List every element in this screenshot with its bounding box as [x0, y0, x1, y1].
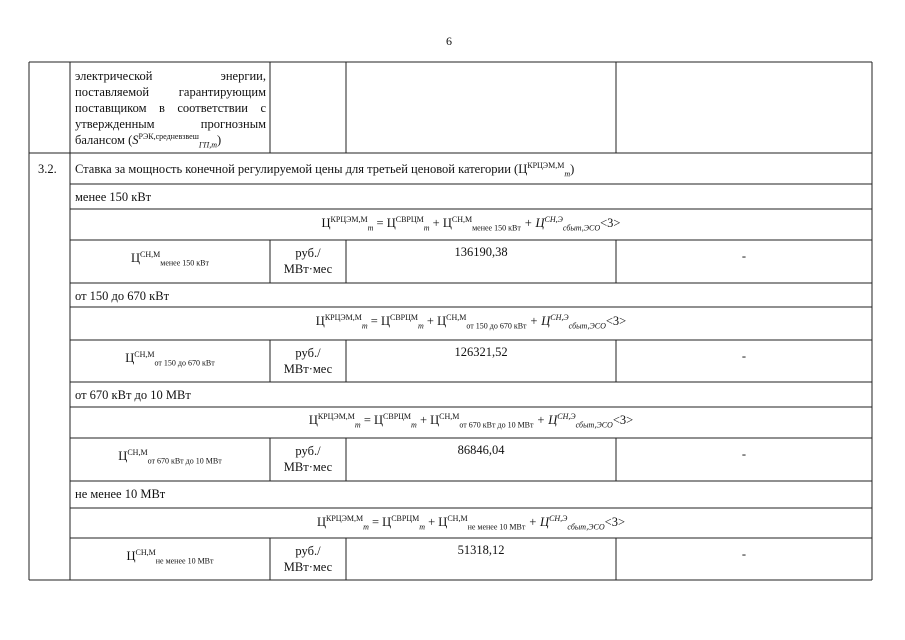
- formula-plus: + Ц: [429, 216, 452, 230]
- formula-svr-sup: СВРЦМ: [383, 411, 412, 421]
- group-dash: -: [741, 349, 747, 363]
- formula-lhs-sup: КРЦЭМ,М: [317, 411, 355, 421]
- group-formula: [70, 515, 872, 530]
- formula-eq: = Ц: [360, 413, 384, 427]
- formula-lhs-sup: КРЦЭМ,М: [326, 513, 364, 523]
- group-value: 136190,38: [454, 245, 508, 259]
- group-formula: [70, 413, 872, 428]
- section-title: [75, 161, 865, 177]
- formula-sn-sub: менее 150 кВт: [472, 223, 521, 233]
- top-row-symbol: S: [132, 133, 139, 147]
- group-unit: руб./ МВт·мес: [283, 444, 333, 474]
- formula-sn-sub: от 670 кВт до 10 МВт: [459, 420, 534, 430]
- group-heading: от 670 кВт до 10 МВт: [75, 388, 191, 402]
- group-unit: руб./ МВт·мес: [283, 544, 333, 574]
- formula-sn-sup: СН,М: [447, 513, 468, 523]
- group-symbol: [70, 548, 270, 564]
- top-row-description: [75, 68, 266, 148]
- formula-note: <3>: [612, 413, 634, 427]
- formula-lhs-sub: m: [363, 522, 369, 532]
- group-formula: [70, 314, 872, 329]
- group-symbol: [70, 448, 270, 464]
- group-dash: -: [741, 249, 747, 263]
- formula-plus: + Ц: [416, 413, 440, 427]
- formula-note: <3>: [600, 216, 621, 230]
- group-dash: -: [741, 547, 747, 561]
- symbol-sup: СН,М: [134, 349, 155, 359]
- symbol-letter: Ц: [126, 549, 136, 563]
- section-title-sub: m: [564, 169, 571, 179]
- group-heading: не менее 10 МВт: [75, 487, 166, 501]
- section-title-text: Ставка за мощность конечной регулируемой цены для третьей ценовой категории (Ц: [75, 162, 528, 176]
- formula-lhs: Ц: [308, 413, 318, 427]
- formula-svr-sup: СВРЦМ: [390, 312, 419, 322]
- formula-plus: + Ц: [520, 216, 545, 230]
- formula-sbyt-sup: СН,Э: [557, 411, 576, 421]
- group-value: 86846,04: [457, 443, 505, 457]
- formula-eq: = Ц: [373, 216, 396, 230]
- formula-sn-sup: СН,М: [446, 312, 467, 322]
- formula-note: <3>: [604, 515, 625, 529]
- group-value: 126321,52: [454, 345, 508, 359]
- formula-svr-sub: m: [423, 223, 430, 233]
- symbol-sub: не менее 10 МВт: [155, 556, 214, 566]
- formula-lhs-sub: m: [354, 420, 361, 430]
- formula-eq: = Ц: [368, 515, 392, 529]
- formula-sbyt-sub: сбыт,ЭСО: [575, 420, 613, 430]
- formula-svr-sub: m: [419, 522, 425, 532]
- formula-svr-sub: m: [418, 321, 424, 331]
- group-value: 51318,12: [457, 543, 505, 557]
- symbol-sub: от 150 до 670 кВт: [154, 358, 215, 368]
- formula-sn-sub: от 150 до 670 кВт: [466, 321, 527, 331]
- formula-plus: + Ц: [425, 515, 448, 529]
- formula-sbyt-sup: СН,Э: [550, 312, 569, 322]
- group-heading: менее 150 кВт: [75, 190, 152, 204]
- formula-note: <3>: [605, 314, 627, 328]
- formula-sbyt-sub: сбыт,ЭСО: [567, 522, 605, 532]
- symbol-letter: Ц: [125, 351, 135, 365]
- section-title-close: ): [570, 162, 575, 176]
- top-row-close: ): [216, 133, 222, 147]
- formula-lhs: Ц: [321, 216, 331, 230]
- formula-plus: + Ц: [533, 413, 558, 427]
- formula-svr-sup: СВРЦМ: [395, 214, 424, 224]
- group-unit: руб./ МВт·мес: [283, 346, 333, 376]
- group-symbol: [70, 250, 270, 266]
- top-row-symbol-sub: ГП,m: [198, 140, 217, 150]
- formula-lhs-sub: m: [361, 321, 368, 331]
- formula-eq: = Ц: [367, 314, 390, 328]
- symbol-sup: СН,М: [140, 249, 161, 259]
- formula-svr-sub: m: [411, 420, 417, 430]
- page-number: 6: [446, 34, 452, 48]
- formula-sn-sup: СН,М: [451, 214, 473, 224]
- symbol-sub: от 670 кВт до 10 МВт: [147, 456, 222, 466]
- group-dash: -: [741, 447, 747, 461]
- group-formula: [70, 216, 872, 231]
- group-unit: руб./ МВт·мес: [283, 246, 333, 276]
- formula-plus: + Ц: [525, 515, 550, 529]
- section-number: 3.2.: [38, 162, 57, 176]
- formula-sbyt-sup: СН,Э: [544, 214, 563, 224]
- formula-sn-sub: не менее 10 МВт: [467, 522, 526, 532]
- formula-sn-sup: СН,М: [439, 411, 460, 421]
- formula-lhs-sup: КРЦЭМ,М: [330, 214, 368, 224]
- symbol-sup: СН,М: [127, 447, 148, 457]
- formula-sbyt-sup: СН,Э: [549, 513, 568, 523]
- top-row-text: электрической энергии, поставляемой гарантирующим поставщиком в соответствии с утвержденным прогнозным балансом (: [75, 69, 266, 147]
- formula-plus: + Ц: [526, 314, 551, 328]
- group-symbol: [70, 350, 270, 366]
- group-heading: от 150 до 670 кВт: [75, 289, 170, 303]
- section-title-sup: КРЦЭМ,М: [527, 160, 565, 170]
- formula-lhs-sup: КРЦЭМ,М: [324, 312, 362, 322]
- symbol-sub: менее 150 кВт: [160, 258, 209, 268]
- formula-lhs-sub: m: [367, 223, 374, 233]
- formula-plus: + Ц: [423, 314, 447, 328]
- formula-sbyt-sub: сбыт,ЭСО: [562, 223, 601, 233]
- formula-sbyt-sub: сбыт,ЭСО: [568, 321, 606, 331]
- symbol-letter: Ц: [118, 449, 128, 463]
- symbol-letter: Ц: [131, 251, 141, 265]
- formula-lhs: Ц: [315, 314, 325, 328]
- formula-lhs: Ц: [316, 515, 327, 529]
- formula-svr-sup: СВРЦМ: [391, 513, 420, 523]
- symbol-sup: СН,М: [135, 547, 156, 557]
- top-row-symbol-sup: РЭК,средневзвеш: [138, 131, 199, 141]
